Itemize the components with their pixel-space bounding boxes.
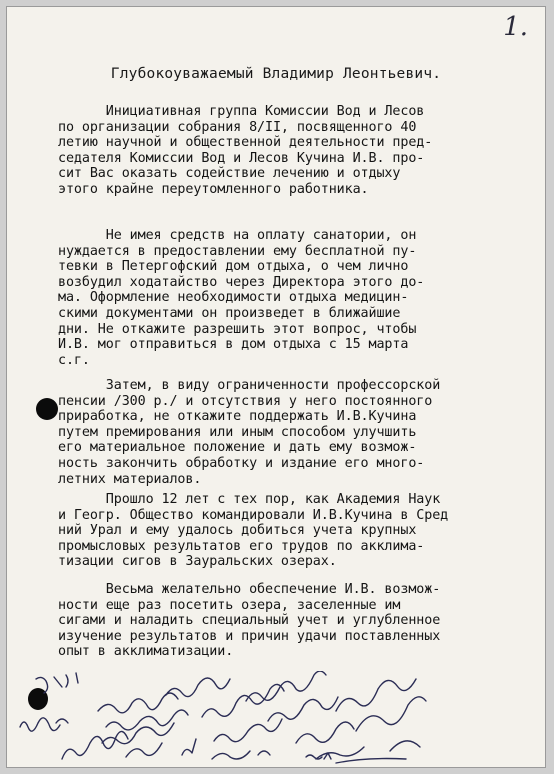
text-line: изучение результатов и причин удачи поставленных	[58, 628, 441, 644]
text-line: приработка, не откажите поддержать И.В.Кучина	[58, 409, 417, 425]
text-line: путем премирования или иным способом улучшить	[58, 424, 417, 440]
text-line: и Геогр. Общество командировали И.В.Кучина в Сред	[58, 507, 449, 523]
document-page	[6, 6, 546, 768]
text-line: с.г.	[58, 352, 90, 368]
text-line: нуждается в предоставлении ему бесплатной пу-	[58, 243, 417, 259]
text-line: сит Вас оказать содействие лечению и отдыху	[58, 166, 401, 182]
paragraph-5	[58, 582, 528, 660]
paragraph-2	[58, 228, 528, 368]
text-line: ность закончить обработку и издание его много-	[58, 455, 425, 471]
paragraph-1	[58, 104, 528, 198]
text-line: возбудил ходатайство через Директора этого до-	[58, 274, 425, 290]
text-line: скими документами он произведет в ближайшие	[58, 305, 401, 321]
text-line: летних материалов.	[58, 471, 202, 487]
handwritten-resolution	[6, 671, 546, 768]
text-line: Весьма желательно обеспечение И.В. возмож-	[58, 582, 441, 597]
punch-hole	[36, 398, 58, 420]
text-line: летию научной и общественной деятельности пред-	[58, 135, 433, 151]
text-line: Затем, в виду ограниченности профессорской	[58, 378, 441, 393]
salutation: Глубокоуважаемый Владимир Леонтьевич.	[110, 66, 442, 82]
text-line: ний Урал и ему удалось добиться учета крупных	[58, 523, 417, 539]
text-line: сигами и наладить специальный учет и углубленное	[58, 613, 441, 629]
text-line: пенсии /300 р./ и отсутствия у него постоянного	[58, 393, 433, 409]
text-line: седателя Комиссии Вод и Лесов Кучина И.В. про-	[58, 150, 425, 166]
text-line: Не имея средств на оплату санатории, он	[58, 228, 417, 243]
text-line: его материальное положение и дать ему возмож-	[58, 440, 417, 456]
paragraph-4	[58, 492, 528, 570]
text-line: тизации сигов в Зауральских озерах.	[58, 554, 337, 570]
text-line: ма. Оформление необходимости отдыха медицин-	[58, 290, 409, 306]
text-line: опыт в акклиматизации.	[58, 644, 234, 660]
text-line: тевки в Петергофский дом отдыха, о чем лично	[58, 259, 409, 275]
page-number: 1.	[503, 12, 528, 42]
text-line: Прошло 12 лет с тех пор, как Академия Наук	[58, 492, 441, 507]
text-line: Инициативная группа Комиссии Вод и Лесов	[58, 104, 425, 119]
text-line: дни. Не откажите разрешить этот вопрос, чтобы	[58, 321, 417, 337]
text-line: промысловых результатов его трудов по акклима-	[58, 538, 425, 554]
text-line: этого крайне переутомленного работника.	[58, 181, 369, 197]
text-line: ности еще раз посетить озера, заселенные им	[58, 597, 401, 613]
paragraph-3	[58, 378, 528, 487]
text-line: И.В. мог отправиться в дом отдыха с 15 марта	[58, 337, 409, 353]
text-line: по организации собрания 8/II, посвященного 40	[58, 119, 417, 135]
